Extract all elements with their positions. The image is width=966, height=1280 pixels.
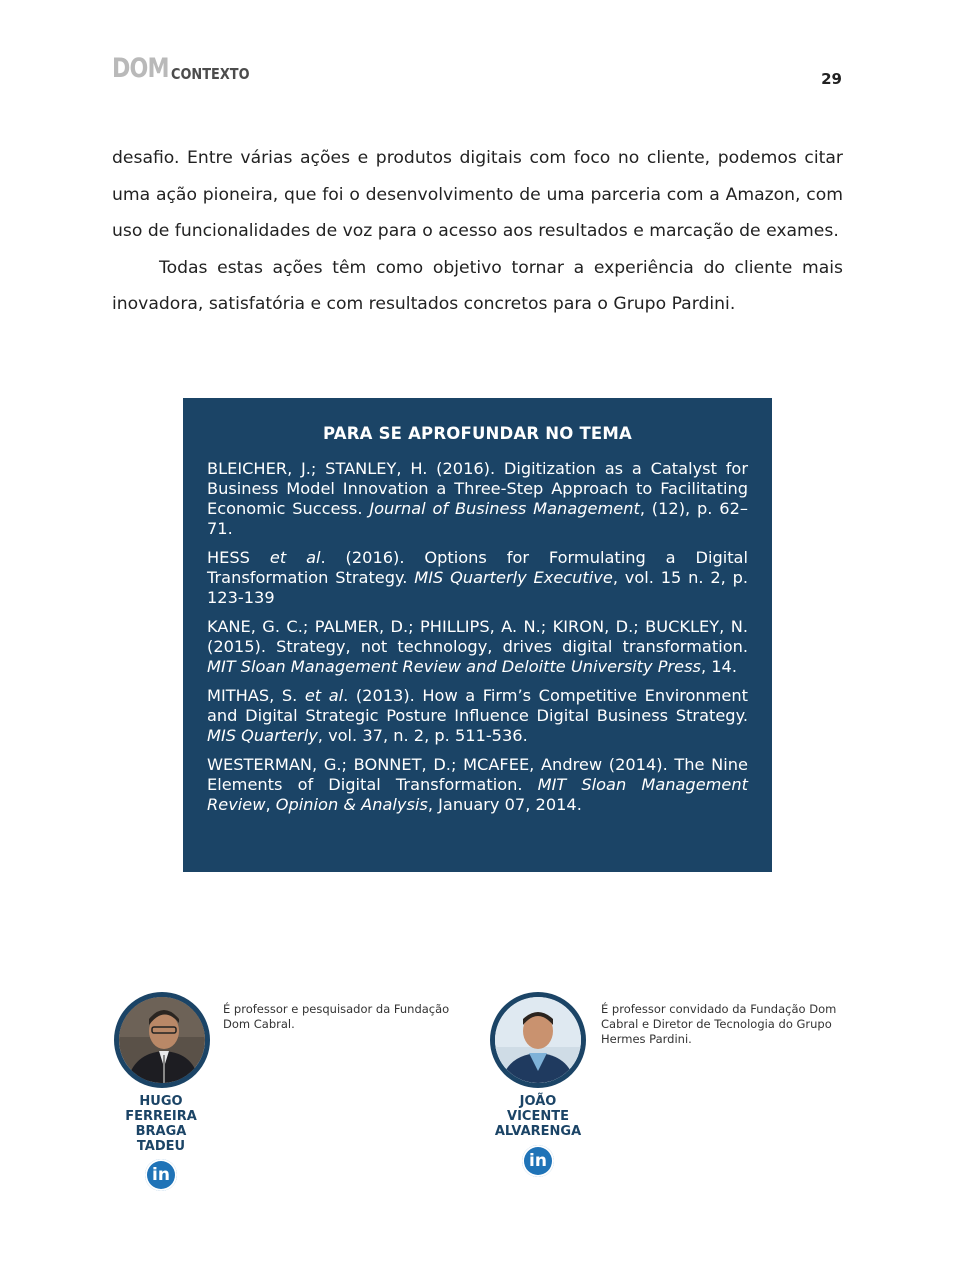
portrait-icon — [119, 997, 205, 1083]
author-name-hugo: HUGO FERREIRA BRAGA TADEU — [125, 1094, 197, 1154]
author-bio-joao: É professor convidado da Fundação Dom Cabral e Diretor de Tecnologia do Grupo Hermes Pardini. — [601, 1002, 837, 1046]
portrait-icon — [495, 997, 581, 1083]
linkedin-icon[interactable]: in — [522, 1145, 554, 1177]
article-body — [112, 140, 843, 323]
reference-item: KANE, G. C.; PALMER, D.; PHILLIPS, A. N.; KIRON, D.; BUCKLEY, N. (2015). Strategy, not technology, drives digital transformation. MIT Sloan Management Review and Deloitte University Press, 14. — [207, 617, 748, 676]
further-reading-box — [183, 398, 772, 872]
reference-item: WESTERMAN, G.; BONNET, D.; MCAFEE, Andrew (2014). The Nine Elements of Digital Transformation. MIT Sloan Management Review, Opinion & Analysis, January 07, 2014. — [207, 755, 748, 814]
body-paragraph-1: desafio. Entre várias ações e produtos digitais com foco no cliente, podemos citar uma ação pioneira, que foi o desenvolvimento de uma parceria com a Amazon, com uso de funcionalidades de voz para o acesso aos resultados e marcação de exames. — [112, 148, 843, 242]
logo-dom: DOM — [112, 53, 169, 84]
reference-item: BLEICHER, J.; STANLEY, H. (2016). Digitization as a Catalyst for Business Model Innovation a Three-Step Approach to Facilitating Economic Success. Journal of Business Management, (12), p. 62–71. — [207, 459, 748, 538]
dom-contexto-logo — [112, 53, 263, 84]
author-photo-joao — [490, 992, 586, 1088]
body-paragraph-2: Todas estas ações têm como objetivo tornar a experiência do cliente mais inovadora, satisfatória e com resultados concretos para o Grupo Pardini. — [112, 257, 843, 315]
author-bio-hugo: É professor e pesquisador da Fundação Dom Cabral. — [223, 1002, 450, 1031]
further-reading-title: PARA SE APROFUNDAR NO TEMA — [323, 424, 632, 443]
reference-item: HESS et al. (2016). Options for Formulating a Digital Transformation Strategy. MIS Quarterly Executive, vol. 15 n. 2, p. 123-139 — [207, 548, 749, 607]
reference-item: MITHAS, S. et al. (2013). How a Firm’s Competitive Environment and Digital Strategic Posture Influence Digital Business Strategy. MIS Quarterly, vol. 37, n. 2, p. 511-536. — [207, 686, 749, 745]
logo-contexto: CONTEXTO — [171, 65, 250, 83]
author-photo-hugo — [114, 992, 210, 1088]
linkedin-icon[interactable]: in — [145, 1159, 177, 1191]
page-number: 29 — [821, 70, 842, 88]
author-name-joao: JOÃO VICENTE ALVARENGA — [494, 1094, 582, 1139]
